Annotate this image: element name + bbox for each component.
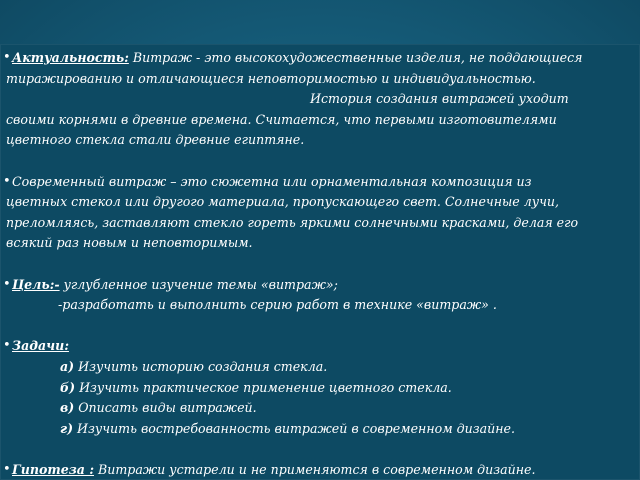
task-text: Изучить востребованность витражей в современном дизайне. <box>73 420 516 436</box>
spacer <box>6 254 636 275</box>
goal-line-2: -разработать и выполнить серию работ в технике «витраж» . <box>58 297 497 313</box>
relevance-line-5: цветного стекла стали древние египтяне. <box>6 132 305 148</box>
task-item <box>6 398 636 419</box>
hypothesis-text: Витражи устарели и не применяются в современном дизайне. <box>93 461 536 477</box>
relevance-line-4: своими корнями в древние времена. Считается, что первыми изготовителями <box>6 111 557 127</box>
spacer <box>6 151 636 172</box>
spacer <box>6 316 636 337</box>
modern-line-4: всякий раз новым и неповторимым. <box>6 235 253 251</box>
slide-content <box>6 48 636 480</box>
modern-line-3: преломляясь, заставляют стекло гореть яркими солнечными красками, делая его <box>6 214 579 230</box>
goal-label: Цель:- <box>12 276 60 292</box>
task-item <box>6 357 636 378</box>
tasks-heading <box>6 336 636 357</box>
task-item <box>6 419 636 440</box>
task-text: Описать виды витражей. <box>74 400 257 416</box>
relevance-line-1 <box>6 48 636 69</box>
task-letter: а) <box>60 358 75 374</box>
spacer <box>6 439 636 460</box>
tasks-label: Задачи: <box>12 338 69 354</box>
goal-text-1: углубленное изучение темы «витраж»; <box>59 276 338 292</box>
task-item <box>6 378 636 399</box>
relevance-label: Актуальность: <box>12 50 129 65</box>
relevance-line-2: тиражированию и отличающиеся неповторимостью и индивидуальностью. <box>6 70 536 86</box>
hypothesis-label: Гипотеза : <box>12 461 94 477</box>
goal-line-1 <box>6 275 636 296</box>
relevance-line-3: История создания витражей уходит <box>310 91 569 107</box>
task-letter: г) <box>60 420 74 436</box>
task-letter: б) <box>60 379 76 395</box>
task-text: Изучить практическое применение цветного стекла. <box>75 379 452 395</box>
modern-line-1: • Современный витраж – это сюжетна или орнаментальная композиция из <box>6 172 636 193</box>
modern-line-2: цветных стекол или другого материала, пропускающего свет. Солнечные лучи, <box>6 194 560 210</box>
task-text: Изучить историю создания стекла. <box>74 358 328 374</box>
task-letter: в) <box>60 400 75 416</box>
hypothesis-line <box>6 460 636 480</box>
relevance-text-1: Витраж - это высокохудожественные изделия, не поддающиеся <box>128 50 583 65</box>
